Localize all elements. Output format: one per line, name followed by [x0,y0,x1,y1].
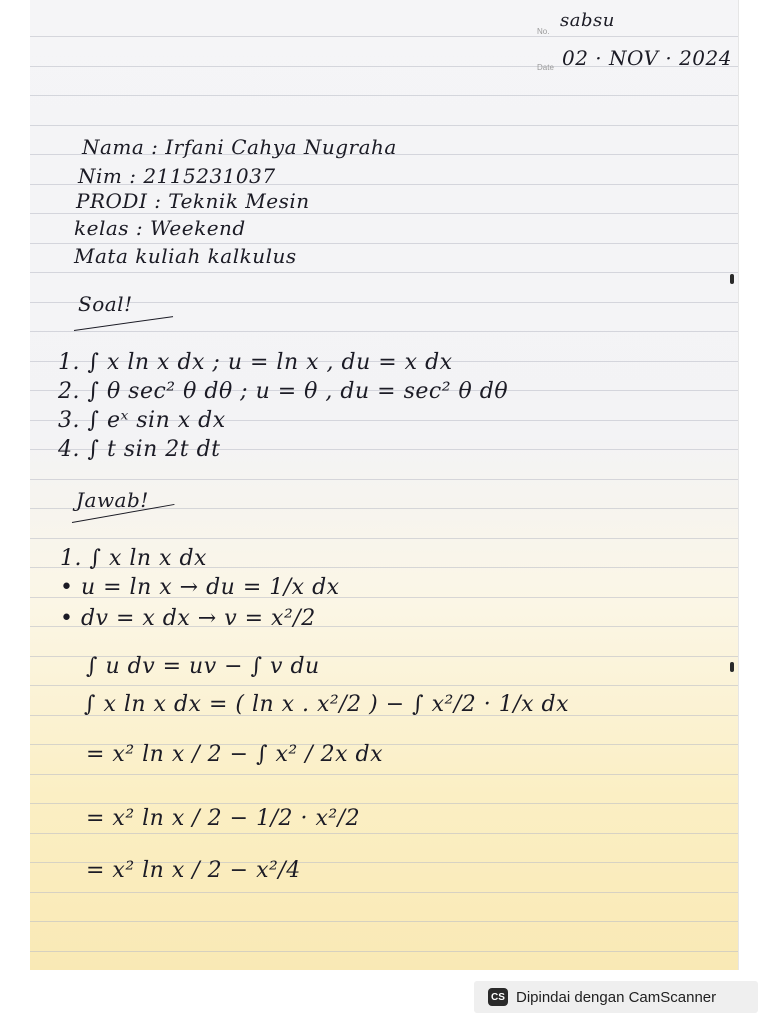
answer-line: ∫ u dv = uv − ∫ v du [86,654,320,679]
answer-line: = x² ln x / 2 − x²/4 [86,858,301,883]
binder-mark [730,274,734,284]
ruled-line [30,774,738,775]
answer-line: • u = ln x → du = 1/x dx [60,575,340,600]
answer-line: = x² ln x / 2 − ∫ x² / 2x dx [86,742,384,767]
date-text: 02 · NOV · 2024 [562,46,732,70]
answer-line: • dv = x dx → v = x²/2 [60,606,316,631]
day-text: sabsu [560,10,615,31]
answer-line: 1. ∫ x ln x dx [60,546,207,571]
ruled-line [30,685,738,686]
ruled-line [30,95,738,96]
ruled-line [30,302,738,303]
ruled-line [30,331,738,332]
ruled-line [30,213,738,214]
nim-line: Nim : 2115231037 [78,164,276,188]
soal-underline [74,316,173,331]
notebook-page [30,0,739,970]
ruled-line [30,538,738,539]
ruled-line [30,36,738,37]
camscanner-badge [474,981,758,1013]
date-label: Date [537,63,554,72]
soal-item: 3. ∫ eˣ sin x dx [58,408,226,433]
ruled-line [30,272,738,273]
ruled-line [30,921,738,922]
prodi-line: PRODI : Teknik Mesin [76,189,310,213]
matkul-line: Mata kuliah kalkulus [74,244,297,268]
soal-item: 2. ∫ θ sec² θ dθ ; u = θ , du = sec² θ dθ [58,379,509,404]
nama-line: Nama : Irfani Cahya Nugraha [82,135,397,159]
answer-line: ∫ x ln x dx = ( ln x . x²/2 ) − ∫ x²/2 · 1/x dx [84,692,570,717]
camscanner-logo-icon: CS [488,988,508,1006]
no-label: No. [537,27,550,36]
soal-heading: Soal! [78,292,133,316]
ruled-line [30,125,738,126]
ruled-line [30,803,738,804]
jawab-heading: Jawab! [76,488,149,512]
ruled-line [30,951,738,952]
answer-line: = x² ln x / 2 − 1/2 · x²/2 [86,806,361,831]
kelas-line: kelas : Weekend [74,216,246,240]
soal-item: 4. ∫ t sin 2t dt [58,437,221,462]
binder-mark [730,662,734,672]
ruled-line [30,892,738,893]
ruled-line [30,479,738,480]
camscanner-label: Dipindai dengan CamScanner [516,988,717,1006]
soal-item: 1. ∫ x ln x dx ; u = ln x , du = x dx [58,350,453,375]
ruled-line [30,833,738,834]
